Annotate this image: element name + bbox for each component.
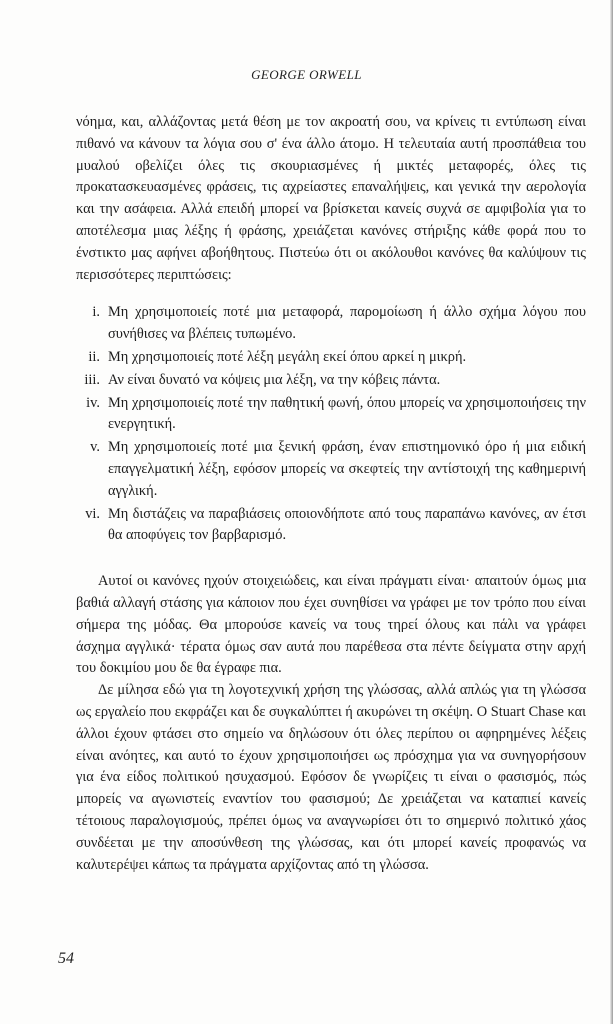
rule-item — [76, 504, 586, 548]
rule-text: Μη διστάζεις να παραβιάσεις οποιονδήποτε από τους παραπάνω κανόνες, αν έτσι θα αποφύγεις τον βαρβαρισμό. — [108, 505, 586, 544]
rule-number: vi. — [85, 505, 100, 522]
running-head: GEORGE ORWELL — [251, 67, 362, 82]
rule-item — [76, 437, 586, 502]
rule-text: Μη χρησιμοποιείς ποτέ λέξη μεγάλη εκεί όπου αρκεί η μικρή. — [108, 348, 467, 365]
rule-text: Μη χρησιμοποιείς ποτέ μια μεταφορά, παρομοίωση ή άλλο σχήμα λόγου που συνήθισες να βλέπεις τυπωμένο. — [108, 304, 586, 343]
rule-number: ii. — [88, 348, 100, 365]
rule-text: Αν είναι δυνατό να κόψεις μια λέξη, να την κόβεις πάντα. — [108, 371, 441, 388]
page-body — [76, 112, 586, 876]
rule-number: iii. — [84, 371, 100, 388]
rule-item — [76, 370, 586, 392]
rule-text: Μη χρησιμοποιείς ποτέ την παθητική φωνή, όπου μπορείς να χρησιμοποιήσεις την ενεργητική. — [108, 394, 586, 433]
rule-item — [76, 393, 586, 437]
rule-number: iv. — [86, 394, 100, 411]
paragraph-continuation: νόημα, και, αλλάζοντας μετά θέση με τον ακροατή σου, να κρίνεις τι εντύπωση είναι πιθανό να κάνουν τα λόγια σου σ' ένα άλλο άτομο. Η τελευταία αυτή προσπάθεια του μυαλού οβελίζει όλες τις σκουριασμένες ή μικτές μεταφορές, όλες τις προκατασκευασμένες φράσεις, τις αχρείαστες επαναλήψεις, και γενικά την αερολογία και την ασάφεια. Αλλά επειδή μπορεί να βρίσκεται κανείς συχνά σε αμφιβολία για το αποτέλεσμα μιας λέξης ή φράσης, χρειάζεται κανόνες στήριξης κάθε φορά που το ένστικτο μας αφήνει αβοήθητους. Πιστεύω ότι οι ακόλουθοι κανόνες θα καλύψουν τις περισσότερες περιπτώσεις: — [76, 114, 586, 283]
rule-number: i. — [92, 304, 100, 321]
rule-item — [76, 347, 586, 369]
paragraph: Δε μίλησα εδώ για τη λογοτεχνική χρήση της γλώσσας, αλλά απλώς για τη γλώσσα ως εργαλείο που εκφράζει και δε συγκαλύπτει ή ακυρώνει τη σκέψη. Ο Stuart Chase και άλλοι έχουν φτάσει στο σημείο να δηλώσουν ότι όλες περίπου οι αφηρημένες λέξεις είναι ανόητες, και αυτό το έχουν χρησιμοποιήσει ως πρόσχημα για να συνηγορήσουν για ένα είδος πολιτικού ησυχασμού. Εφόσον δε γνωρίζεις τι είναι ο φασισμός, πώς μπορείς να αγωνιστείς εναντίον του φασισμού; Δε χρειάζεται να καταπιεί κανείς τέτοιους παραλογισμούς, πρέπει όμως να αναγνωρίσει ότι το σημερινό πολιτικό χάος συνδέεται με την αποσύνθεση της γλώσσας, και ότι μπορεί κανείς προφανώς να καλυτερέψει κάπως τα πράγματα αρχίζοντας από τη γλώσσα. — [76, 682, 586, 873]
page-number: 54 — [58, 950, 74, 967]
paragraph: Αυτοί οι κανόνες ηχούν στοιχειώδεις, και είναι πράγματι είναι· απαιτούν όμως μια βαθιά αλλαγή στάσης για κάποιον που έχει συνηθίσει να γράφει με τον τρόπο που είναι σήμερα της μόδας. Θα μπορούσε κανείς να τους τηρεί όλους και πάλι να γράφει άσχημα αγγλικά· τέρατα όμως σαν αυτά που παρέθεσα στα πέντε δείγματα στην αρχή του δοκιμίου μου δε θα έγραφε πια. — [76, 573, 586, 677]
rules-list — [76, 302, 586, 547]
rule-text: Μη χρησιμοποιείς ποτέ μια ξενική φράση, έναν επιστημονικό όρο ή μια ειδική επαγγελματική λέξη, εφόσον μπορείς να σκεφτείς την αντίστοιχή της καθημερινή αγγλική. — [108, 439, 586, 499]
rule-number: v. — [90, 439, 100, 456]
rule-item — [76, 302, 586, 346]
